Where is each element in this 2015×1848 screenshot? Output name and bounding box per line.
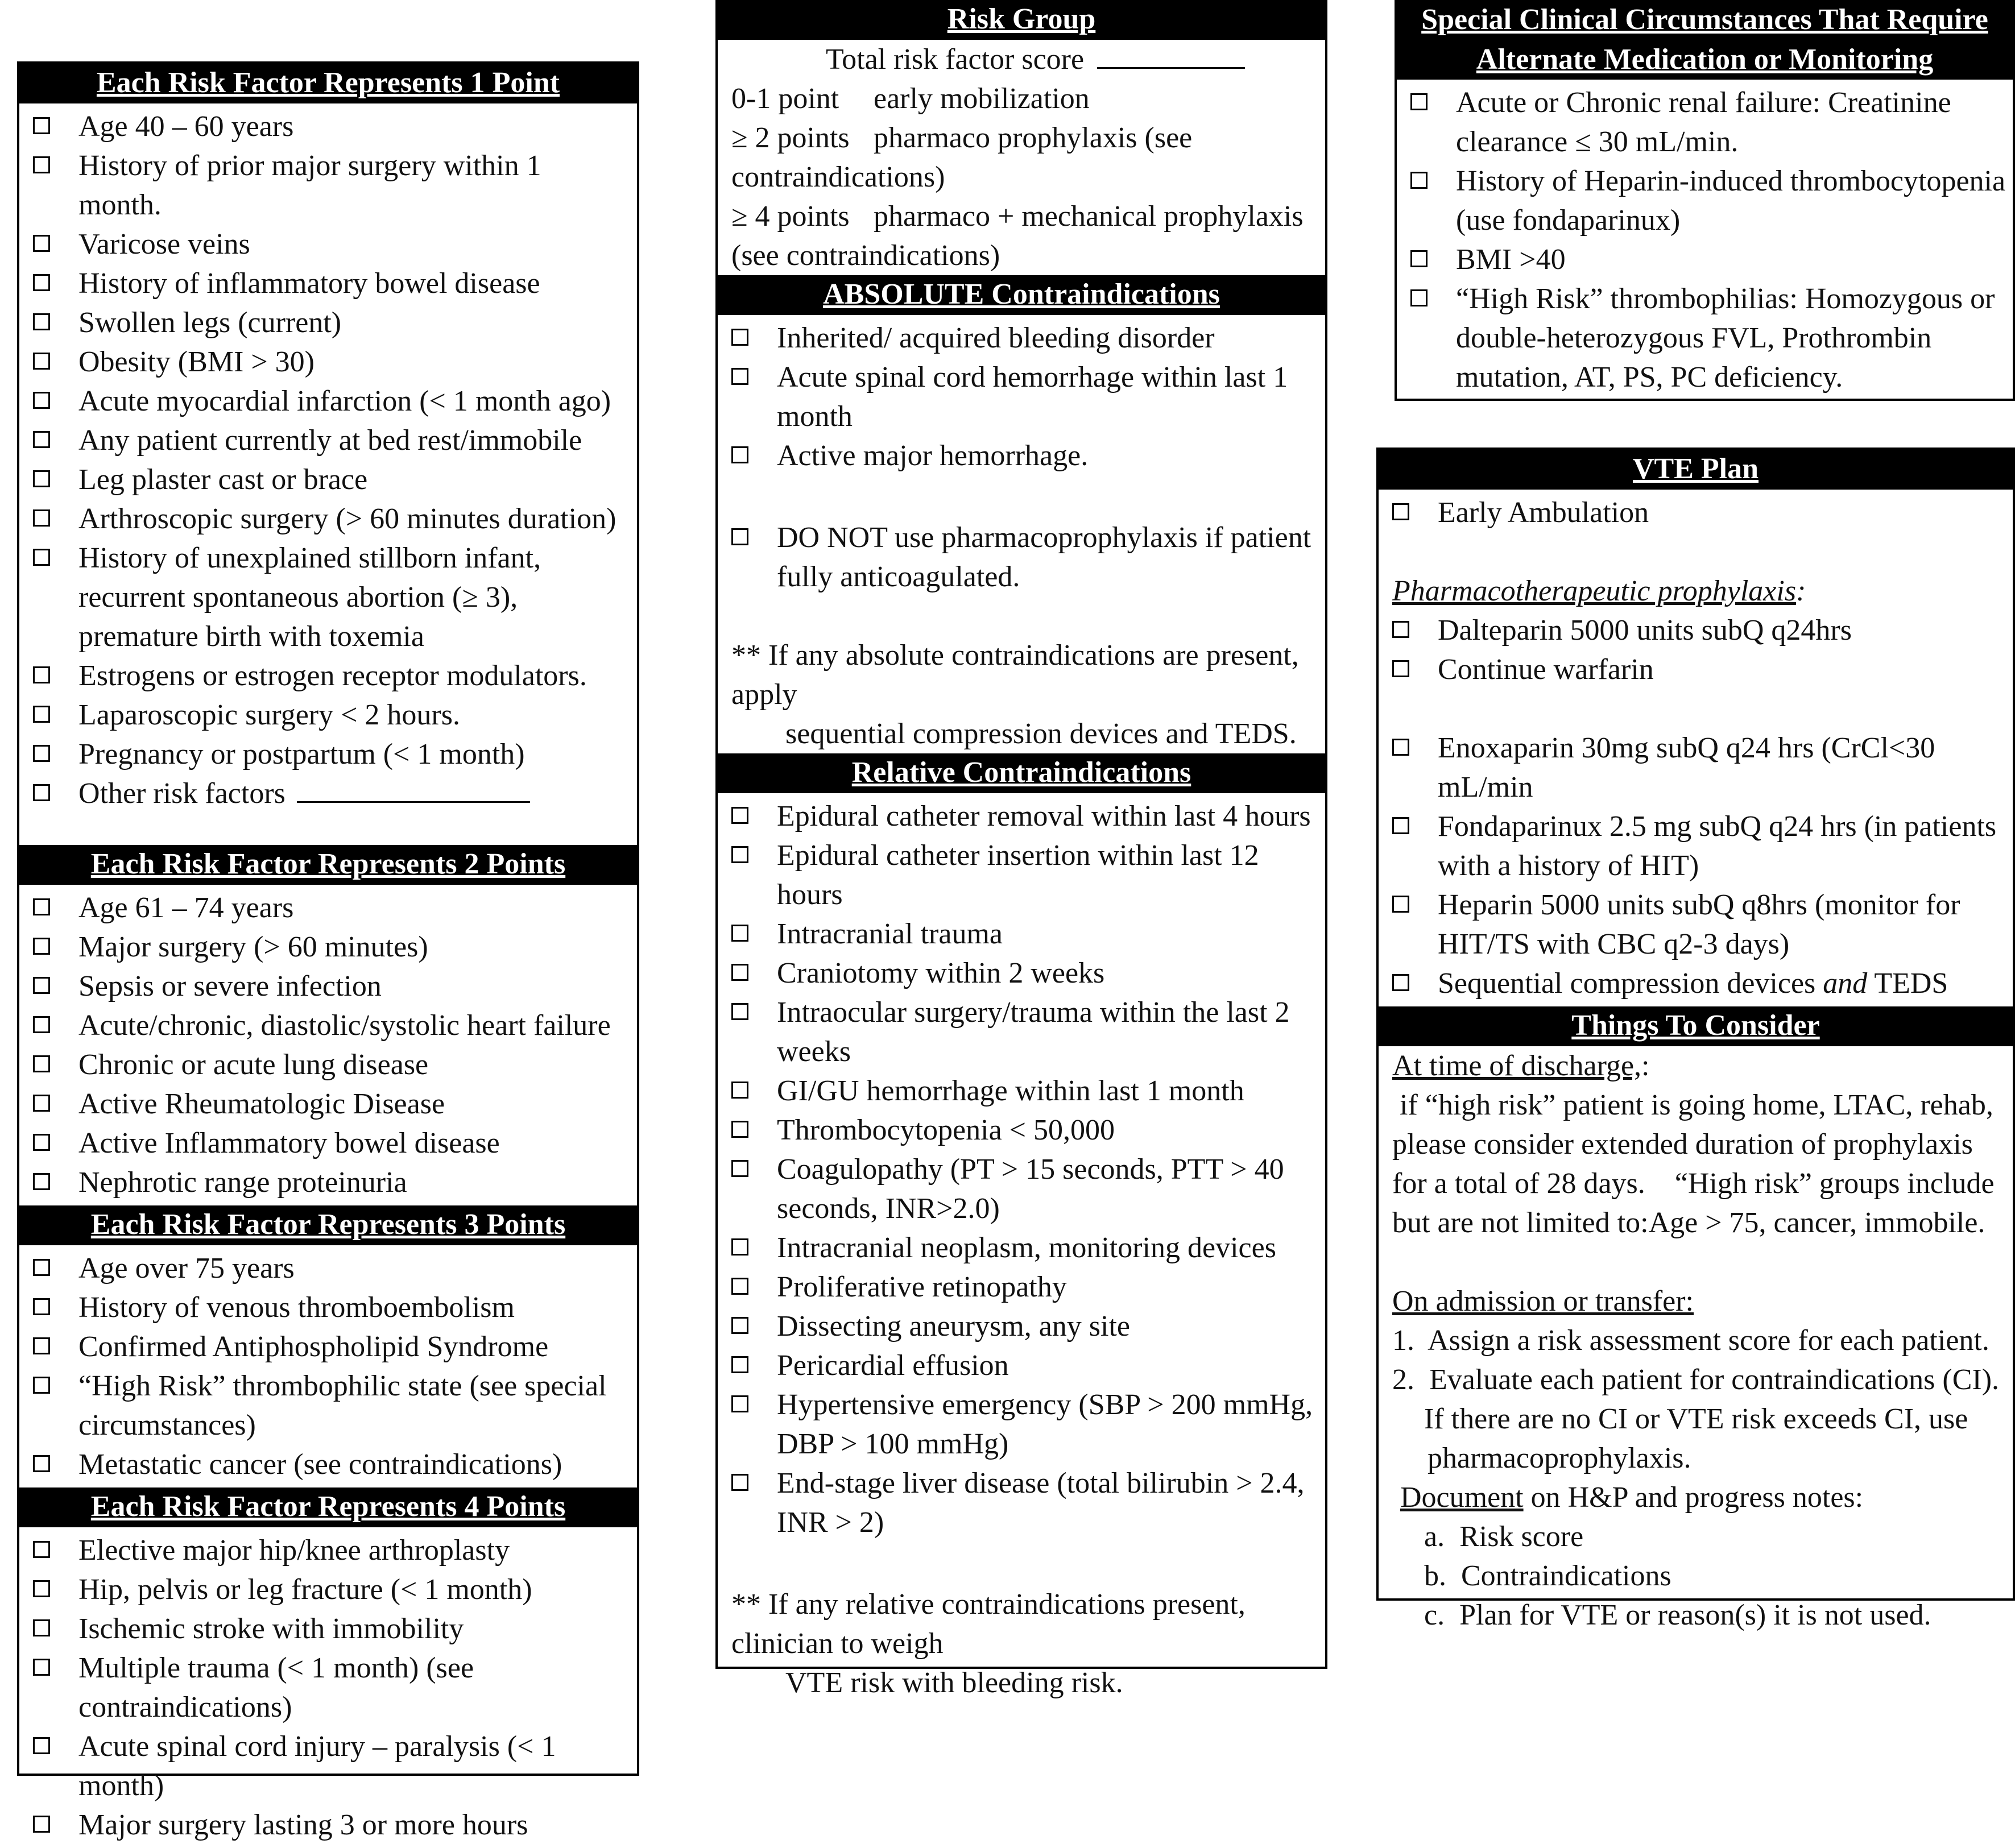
checkbox[interactable] bbox=[33, 156, 50, 173]
pharma-colon: : bbox=[1796, 575, 1806, 607]
list-item[interactable] bbox=[33, 927, 631, 967]
four-points-list bbox=[19, 1527, 637, 1848]
checkbox[interactable] bbox=[731, 1238, 748, 1256]
checkbox[interactable] bbox=[33, 1259, 50, 1276]
admission-step: 1. Assign a risk assessment score for each patient. bbox=[1392, 1324, 1989, 1357]
list-item[interactable] bbox=[731, 836, 1319, 914]
item-label: Epidural catheter insertion within last 12 hours bbox=[777, 839, 1259, 911]
checkbox[interactable] bbox=[33, 666, 50, 683]
item-label: Active Rheumatologic Disease bbox=[78, 1088, 445, 1120]
risk-group-row bbox=[731, 158, 1325, 197]
note-line: ** If any absolute contraindications are present, apply bbox=[731, 639, 1299, 711]
list-item[interactable] bbox=[33, 1366, 631, 1445]
checkbox[interactable] bbox=[33, 392, 50, 409]
list-item[interactable] bbox=[33, 538, 631, 656]
relative-ci-header: Relative Contraindications bbox=[718, 753, 1325, 793]
list-item[interactable] bbox=[33, 1006, 631, 1045]
checkbox[interactable] bbox=[731, 964, 748, 981]
item-label: Dalteparin 5000 units subQ q24hrs bbox=[1438, 614, 1852, 647]
checkbox[interactable] bbox=[731, 1121, 748, 1138]
item-label: DO NOT use pharmacoprophylaxis if patient fully anticoagulated. bbox=[777, 521, 1311, 593]
list-item[interactable] bbox=[33, 967, 631, 1006]
admission-label: On admission or transfer: bbox=[1392, 1285, 1694, 1317]
list-item[interactable] bbox=[1392, 807, 2007, 885]
item-label: Sepsis or severe infection bbox=[78, 970, 382, 1002]
item-label: Pregnancy or postpartum (< 1 month) bbox=[78, 738, 525, 770]
list-item[interactable] bbox=[1410, 279, 2007, 397]
document-items bbox=[1392, 1517, 2004, 1635]
risk-points: ≥ 2 points bbox=[731, 122, 850, 154]
item-label: “High Risk” thrombophilic state (see special circumstances) bbox=[78, 1370, 607, 1441]
risk-group-row bbox=[731, 118, 1325, 158]
item-label: Epidural catheter removal within last 4 hours bbox=[777, 800, 1311, 832]
list-item[interactable] bbox=[731, 954, 1319, 993]
three-points-header: Each Risk Factor Represents 3 Points bbox=[19, 1205, 637, 1245]
item-label: Pericardial effusion bbox=[777, 1349, 1009, 1382]
header-line: Alternate Medication or Monitoring bbox=[1476, 43, 1934, 76]
list-item[interactable] bbox=[33, 1531, 631, 1570]
checkbox[interactable] bbox=[33, 117, 50, 134]
list-item[interactable] bbox=[731, 318, 1319, 358]
item-label: Dissecting aneurysm, any site bbox=[777, 1310, 1130, 1343]
list-item[interactable] bbox=[33, 342, 631, 382]
list-item[interactable] bbox=[33, 225, 631, 264]
checkbox[interactable] bbox=[1392, 621, 1409, 638]
list-item[interactable] bbox=[33, 1609, 631, 1648]
checkbox[interactable] bbox=[731, 446, 748, 463]
total-score-blank[interactable] bbox=[1097, 67, 1245, 69]
discharge-label-line bbox=[1392, 1046, 2004, 1085]
item-label: Hip, pelvis or leg fracture (< 1 month) bbox=[78, 1573, 532, 1606]
list-item[interactable] bbox=[1392, 493, 2007, 532]
list-item[interactable] bbox=[33, 1124, 631, 1163]
checkbox[interactable] bbox=[33, 706, 50, 723]
risk-group-row bbox=[731, 197, 1325, 236]
document-line bbox=[1392, 1478, 2004, 1517]
risk-group-header: Risk Group bbox=[718, 0, 1325, 40]
item-label: Hypertensive emergency (SBP > 200 mmHg, DBP > 100 mmHg) bbox=[777, 1389, 1313, 1460]
two-points-header: Each Risk Factor Represents 2 Points bbox=[19, 845, 637, 885]
discharge-colon: : bbox=[1641, 1050, 1650, 1082]
checkbox[interactable] bbox=[33, 235, 50, 252]
special-circumstances-panel bbox=[1395, 0, 2015, 401]
risk-action: pharmaco prophylaxis (see bbox=[874, 122, 1193, 154]
item-label: Craniotomy within 2 weeks bbox=[777, 957, 1105, 989]
discharge-text: if “high risk” patient is going home, LTAC, rehab, please consider extended duration of prophylaxis for a total of 28 days. “High risk” groups include but are not limited to:Age > 75, cancer, immobile. bbox=[1392, 1089, 2002, 1239]
list-item[interactable] bbox=[731, 1385, 1319, 1464]
list-item[interactable] bbox=[731, 1267, 1319, 1307]
item-label: Laparoscopic surgery < 2 hours. bbox=[78, 699, 460, 731]
item-label: Chronic or acute lung disease bbox=[78, 1049, 429, 1081]
checkbox[interactable] bbox=[1392, 974, 1409, 991]
risk-points: 0-1 point bbox=[731, 82, 839, 115]
document-rest: on H&P and progress notes: bbox=[1523, 1481, 1864, 1514]
scd-and: and bbox=[1823, 967, 1868, 1000]
item-label: Intracranial trauma bbox=[777, 918, 1003, 950]
item-label: Heparin 5000 units subQ q8hrs (monitor for HIT/TS with CBC q2-3 days) bbox=[1438, 889, 1960, 960]
special-circumstances-header bbox=[1397, 0, 2013, 80]
checkbox[interactable] bbox=[33, 353, 50, 370]
checkbox[interactable] bbox=[33, 1055, 50, 1072]
item-label: Major surgery lasting 3 or more hours bbox=[78, 1809, 528, 1841]
list-item[interactable] bbox=[33, 303, 631, 342]
item-label: Arthroscopic surgery (> 60 minutes duration) bbox=[78, 503, 617, 535]
list-item[interactable] bbox=[731, 1464, 1319, 1542]
item-label: Ischemic stroke with immobility bbox=[78, 1613, 464, 1645]
checkbox[interactable] bbox=[731, 1317, 748, 1334]
checkbox[interactable] bbox=[731, 925, 748, 942]
list-item[interactable] bbox=[731, 993, 1319, 1071]
item-label: Inherited/ acquired bleeding disorder bbox=[777, 322, 1215, 354]
list-item[interactable] bbox=[33, 1805, 631, 1845]
list-item[interactable] bbox=[33, 1727, 631, 1805]
list-item[interactable] bbox=[1392, 885, 2007, 964]
pharma-label-line bbox=[1392, 571, 2007, 611]
header-line: Special Clinical Circumstances That Require bbox=[1421, 3, 1988, 36]
vte-plan-header: VTE Plan bbox=[1379, 450, 2013, 490]
checkbox[interactable] bbox=[731, 1278, 748, 1295]
checkbox[interactable] bbox=[33, 1580, 50, 1597]
risk-group-rows bbox=[718, 79, 1325, 275]
list-item[interactable] bbox=[731, 797, 1319, 836]
things-to-consider-body bbox=[1379, 1046, 2013, 1635]
risk-factors-panel bbox=[17, 61, 639, 1841]
item-label: GI/GU hemorrhage within last 1 month bbox=[777, 1075, 1244, 1107]
item-label: Proliferative retinopathy bbox=[777, 1271, 1067, 1303]
list-item[interactable] bbox=[33, 264, 631, 303]
checkbox[interactable] bbox=[33, 977, 50, 994]
list-item[interactable] bbox=[731, 914, 1319, 954]
checkbox[interactable] bbox=[731, 1160, 748, 1177]
checkbox[interactable] bbox=[33, 431, 50, 448]
step-continuation: If there are no CI or VTE risk exceeds CI, use bbox=[1424, 1403, 1968, 1435]
list-item[interactable] bbox=[731, 1111, 1319, 1150]
checkbox[interactable] bbox=[1410, 289, 1428, 306]
item-label: Elective major hip/knee arthroplasty bbox=[78, 1534, 510, 1567]
note-line: ** If any relative contraindications present, clinician to weigh bbox=[731, 1588, 1246, 1660]
item-label: BMI >40 bbox=[1456, 243, 1566, 276]
checkbox[interactable] bbox=[33, 1619, 50, 1636]
vte-plan-panel bbox=[1376, 448, 2015, 1631]
note-line: sequential compression devices and TEDS. bbox=[785, 718, 1297, 750]
checkbox[interactable] bbox=[33, 1173, 50, 1190]
item-label: Obesity (BMI > 30) bbox=[78, 346, 315, 378]
list-item[interactable] bbox=[1410, 161, 2007, 240]
checkbox[interactable] bbox=[33, 745, 50, 762]
item-label: History of prior major surgery within 1 month. bbox=[78, 150, 541, 221]
item-label: Acute/chronic, diastolic/systolic heart failure bbox=[78, 1009, 611, 1042]
item-label: Acute spinal cord injury – paralysis (< 1 month) bbox=[78, 1730, 556, 1802]
risk-group-panel bbox=[715, 0, 1327, 1699]
item-label: Age over 75 years bbox=[78, 1252, 295, 1285]
checkbox[interactable] bbox=[731, 368, 748, 385]
item-label: End-stage liver disease (total bilirubin > 2.4, INR > 2) bbox=[777, 1467, 1305, 1539]
list-item[interactable] bbox=[1410, 83, 2007, 161]
scd-text-end: TEDS bbox=[1867, 967, 1948, 1000]
checkbox[interactable] bbox=[33, 549, 50, 566]
checkbox[interactable] bbox=[33, 1455, 50, 1472]
document-item: b. Contraindications bbox=[1424, 1560, 1671, 1592]
checkbox[interactable] bbox=[731, 807, 748, 824]
list-item[interactable] bbox=[731, 1307, 1319, 1346]
item-label: Age 40 – 60 years bbox=[78, 110, 294, 143]
list-item[interactable] bbox=[33, 1327, 631, 1366]
item-label: Continue warfarin bbox=[1438, 653, 1654, 686]
checkbox[interactable] bbox=[33, 1298, 50, 1315]
list-item[interactable] bbox=[731, 1228, 1319, 1267]
document-item: a. Risk score bbox=[1424, 1520, 1584, 1553]
item-label: Acute or Chronic renal failure: Creatinine clearance ≤ 30 mL/min. bbox=[1456, 86, 1951, 158]
checkbox[interactable] bbox=[1392, 817, 1409, 834]
checkbox[interactable] bbox=[33, 470, 50, 487]
item-label: Metastatic cancer (see contraindications) bbox=[78, 1448, 562, 1481]
checkbox[interactable] bbox=[731, 329, 748, 346]
list-item[interactable] bbox=[33, 382, 631, 421]
list-item[interactable] bbox=[33, 1445, 631, 1484]
item-label: Acute myocardial infarction (< 1 month ago) bbox=[78, 385, 611, 417]
item-label: History of venous thromboembolism bbox=[78, 1291, 515, 1324]
list-item[interactable] bbox=[33, 1288, 631, 1327]
checkbox[interactable] bbox=[33, 509, 50, 527]
list-item[interactable] bbox=[33, 1084, 631, 1124]
one-point-list bbox=[19, 103, 637, 817]
absolute-ci-note bbox=[718, 636, 1325, 753]
special-circumstances-column bbox=[1395, 0, 2015, 401]
note-line: VTE risk with bleeding risk. bbox=[785, 1667, 1123, 1699]
checkbox[interactable] bbox=[731, 1082, 748, 1099]
checkbox[interactable] bbox=[1392, 739, 1409, 756]
list-item[interactable] bbox=[731, 518, 1319, 596]
item-label: “High Risk” thrombophilias: Homozygous or double-heterozygous FVL, Prothrombin mutation, AT, PS, PC deficiency. bbox=[1456, 283, 1995, 393]
list-item[interactable] bbox=[33, 1045, 631, 1084]
checkbox[interactable] bbox=[33, 1095, 50, 1112]
checkbox[interactable] bbox=[1410, 93, 1428, 110]
list-item[interactable] bbox=[33, 774, 631, 813]
risk-group-row bbox=[731, 236, 1325, 275]
three-points-list bbox=[19, 1245, 637, 1487]
admission-steps bbox=[1392, 1321, 2004, 1399]
item-label: Active Inflammatory bowel disease bbox=[78, 1127, 500, 1159]
item-label: Intraocular surgery/trauma within the last 2 weeks bbox=[777, 996, 1290, 1068]
checkbox[interactable] bbox=[1392, 503, 1409, 520]
list-item[interactable] bbox=[33, 735, 631, 774]
item-label: History of inflammatory bowel disease bbox=[78, 267, 540, 300]
item-label: History of Heparin-induced thrombocytopenia (use fondaparinux) bbox=[1456, 165, 2006, 237]
risk-group-row bbox=[731, 79, 1325, 118]
item-label: Swollen legs (current) bbox=[78, 306, 342, 339]
list-item[interactable] bbox=[1392, 728, 2007, 807]
checkbox[interactable] bbox=[33, 898, 50, 915]
relative-ci-note bbox=[718, 1585, 1325, 1702]
step-continuation: pharmacoprophylaxis. bbox=[1428, 1442, 1691, 1474]
relative-ci-list bbox=[718, 793, 1325, 1545]
document-item: c. Plan for VTE or reason(s) it is not used. bbox=[1424, 1599, 1931, 1631]
checkbox[interactable] bbox=[33, 313, 50, 330]
admission-step: 2. Evaluate each patient for contraindications (CI). bbox=[1392, 1364, 2000, 1396]
item-label: Enoxaparin 30mg subQ q24 hrs (CrCl<30 mL/min bbox=[1438, 732, 1935, 803]
item-label: Any patient currently at bed rest/immobile bbox=[78, 424, 582, 457]
risk-factor-column bbox=[17, 61, 639, 1841]
list-item[interactable] bbox=[33, 499, 631, 538]
item-label: Coagulopathy (PT > 15 seconds, PTT > 40 seconds, INR>2.0) bbox=[777, 1153, 1284, 1225]
two-points-list bbox=[19, 885, 637, 1205]
one-point-header: Each Risk Factor Represents 1 Point bbox=[19, 64, 637, 103]
risk-group-column bbox=[715, 0, 1327, 1699]
item-label: Multiple trauma (< 1 month) (see contraindications) bbox=[78, 1652, 474, 1723]
checkbox[interactable] bbox=[731, 846, 748, 863]
list-item[interactable] bbox=[1392, 650, 2007, 689]
list-item[interactable] bbox=[731, 358, 1319, 436]
risk-points: ≥ 4 points bbox=[731, 200, 850, 233]
checkbox[interactable] bbox=[731, 1395, 748, 1412]
risk-action: pharmaco + mechanical prophylaxis bbox=[874, 200, 1304, 233]
list-item[interactable] bbox=[33, 421, 631, 460]
risk-action: early mobilization bbox=[874, 82, 1090, 115]
list-item[interactable] bbox=[33, 1249, 631, 1288]
list-item[interactable] bbox=[33, 1570, 631, 1609]
item-label: History of unexplained stillborn infant, recurrent spontaneous abortion (≥ 3), premature birth with toxemia bbox=[78, 542, 541, 653]
list-item[interactable] bbox=[33, 460, 631, 499]
item-label: Leg plaster cast or brace bbox=[78, 463, 368, 496]
checkbox[interactable] bbox=[33, 784, 50, 801]
checkbox[interactable] bbox=[33, 1016, 50, 1033]
item-label: Nephrotic range proteinuria bbox=[78, 1166, 407, 1199]
item-label: Major surgery (> 60 minutes) bbox=[78, 931, 428, 963]
pharma-label: Pharmacotherapeutic prophylaxis bbox=[1392, 575, 1797, 607]
special-circumstances-list bbox=[1397, 80, 2013, 400]
discharge-label: At time of discharge, bbox=[1392, 1050, 1642, 1082]
four-points-header: Each Risk Factor Represents 4 Points bbox=[19, 1487, 637, 1527]
risk-action: contraindications) bbox=[731, 161, 945, 193]
item-label: Thrombocytopenia < 50,000 bbox=[777, 1114, 1115, 1146]
checkbox[interactable] bbox=[1410, 172, 1428, 189]
document-label: Document bbox=[1400, 1481, 1524, 1514]
checkbox[interactable] bbox=[731, 1003, 748, 1020]
item-label: Early Ambulation bbox=[1438, 496, 1649, 529]
list-item[interactable] bbox=[33, 146, 631, 225]
list-item[interactable] bbox=[1410, 240, 2007, 279]
list-item[interactable] bbox=[1392, 964, 2007, 1003]
pharma-list-a bbox=[1392, 611, 2007, 689]
item-label: Other risk factors bbox=[78, 774, 631, 813]
checkbox[interactable] bbox=[731, 1356, 748, 1373]
scd-text: Sequential compression devices bbox=[1438, 967, 1823, 1000]
item-label: Varicose veins bbox=[78, 228, 250, 260]
checkbox[interactable] bbox=[1410, 250, 1428, 267]
item-label: Age 61 – 74 years bbox=[78, 892, 294, 924]
list-item[interactable] bbox=[1392, 611, 2007, 650]
list-item[interactable] bbox=[731, 1150, 1319, 1228]
absolute-ci-list bbox=[718, 315, 1325, 479]
checkbox[interactable] bbox=[731, 1474, 748, 1491]
item-label: Acute spinal cord hemorrhage within last 1 month bbox=[777, 361, 1288, 433]
checkbox[interactable] bbox=[33, 274, 50, 291]
list-item[interactable] bbox=[731, 1346, 1319, 1385]
list-item[interactable] bbox=[731, 1071, 1319, 1111]
other-risk-blank[interactable] bbox=[297, 778, 530, 803]
list-item[interactable] bbox=[33, 1648, 631, 1727]
pharma-list-b bbox=[1392, 728, 2007, 964]
checkbox[interactable] bbox=[33, 1737, 50, 1754]
item-label: Estrogens or estrogen receptor modulators. bbox=[78, 660, 587, 692]
item-label: Active major hemorrhage. bbox=[777, 440, 1089, 472]
total-score-line bbox=[718, 40, 1325, 79]
item-label bbox=[1438, 964, 2007, 1003]
item-label: Intracranial neoplasm, monitoring devices bbox=[777, 1232, 1276, 1264]
list-item[interactable] bbox=[33, 107, 631, 146]
checkbox[interactable] bbox=[1392, 660, 1409, 677]
item-label: Confirmed Antiphospholipid Syndrome bbox=[78, 1331, 549, 1363]
risk-action: (see contraindications) bbox=[731, 239, 1000, 272]
checkbox[interactable] bbox=[33, 938, 50, 955]
checkbox[interactable] bbox=[33, 1337, 50, 1354]
vte-plan-column bbox=[1376, 448, 2015, 1631]
checkbox[interactable] bbox=[33, 1659, 50, 1676]
list-item[interactable] bbox=[33, 695, 631, 735]
absolute-ci-header: ABSOLUTE Contraindications bbox=[718, 275, 1325, 315]
checkbox[interactable] bbox=[33, 1816, 50, 1833]
checkbox[interactable] bbox=[731, 528, 748, 545]
total-score-label: Total risk factor score bbox=[826, 43, 1085, 76]
checkbox[interactable] bbox=[1392, 896, 1409, 913]
item-label: Fondaparinux 2.5 mg subQ q24 hrs (in patients with a history of HIT) bbox=[1438, 810, 1997, 882]
list-item[interactable] bbox=[33, 888, 631, 927]
list-item[interactable] bbox=[731, 436, 1319, 475]
things-to-consider-header: Things To Consider bbox=[1379, 1006, 2013, 1046]
checkbox[interactable] bbox=[33, 1541, 50, 1558]
checkbox[interactable] bbox=[33, 1377, 50, 1394]
checkbox[interactable] bbox=[33, 1134, 50, 1151]
list-item[interactable] bbox=[33, 1163, 631, 1202]
list-item[interactable] bbox=[33, 656, 631, 695]
